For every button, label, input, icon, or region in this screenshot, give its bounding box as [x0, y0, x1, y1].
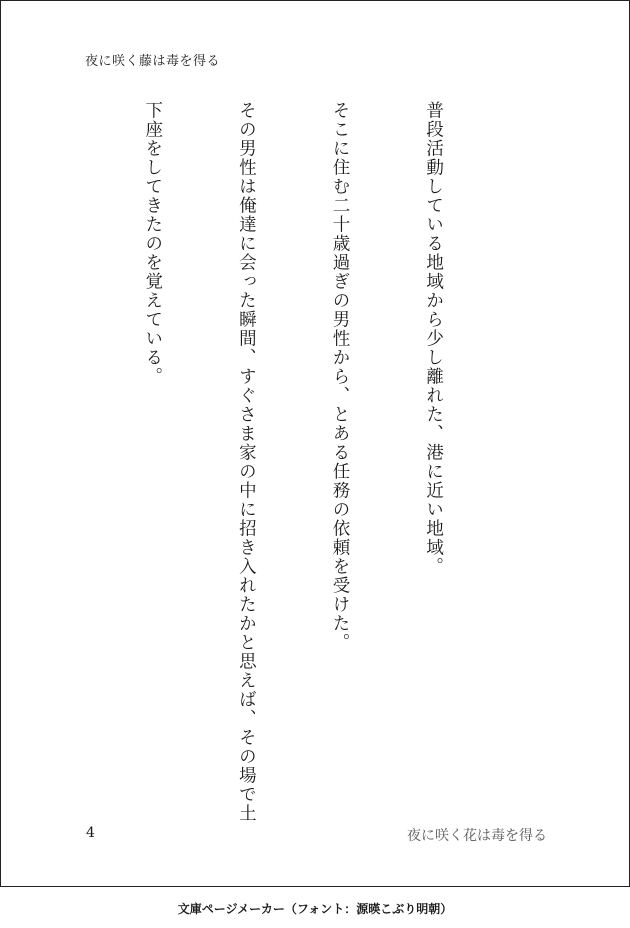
credit-text: 文庫ページメーカー（フォント：源暎こぶり明朝）	[177, 902, 453, 916]
body-text	[0, 101, 511, 823]
body-line: その男性は俺達に会った瞬間、すぐさま家の中に招き入れたかと思えば、その場で土	[236, 101, 257, 823]
page-number: 4	[86, 825, 95, 841]
body-line: 下座をしてきたのを覚えている。	[142, 101, 163, 386]
body-line: 普段活動している地域から少し離れた、港に近い地域。	[423, 101, 444, 576]
header-title: 夜に咲く藤は毒を得る	[85, 54, 221, 69]
body-line	[43, 101, 74, 801]
footer-title: 夜に咲く花は毒を得る	[407, 828, 547, 844]
body-line: そこに住む二十歳過ぎの男性から、とある任務の依頼を受けた。	[329, 101, 350, 652]
